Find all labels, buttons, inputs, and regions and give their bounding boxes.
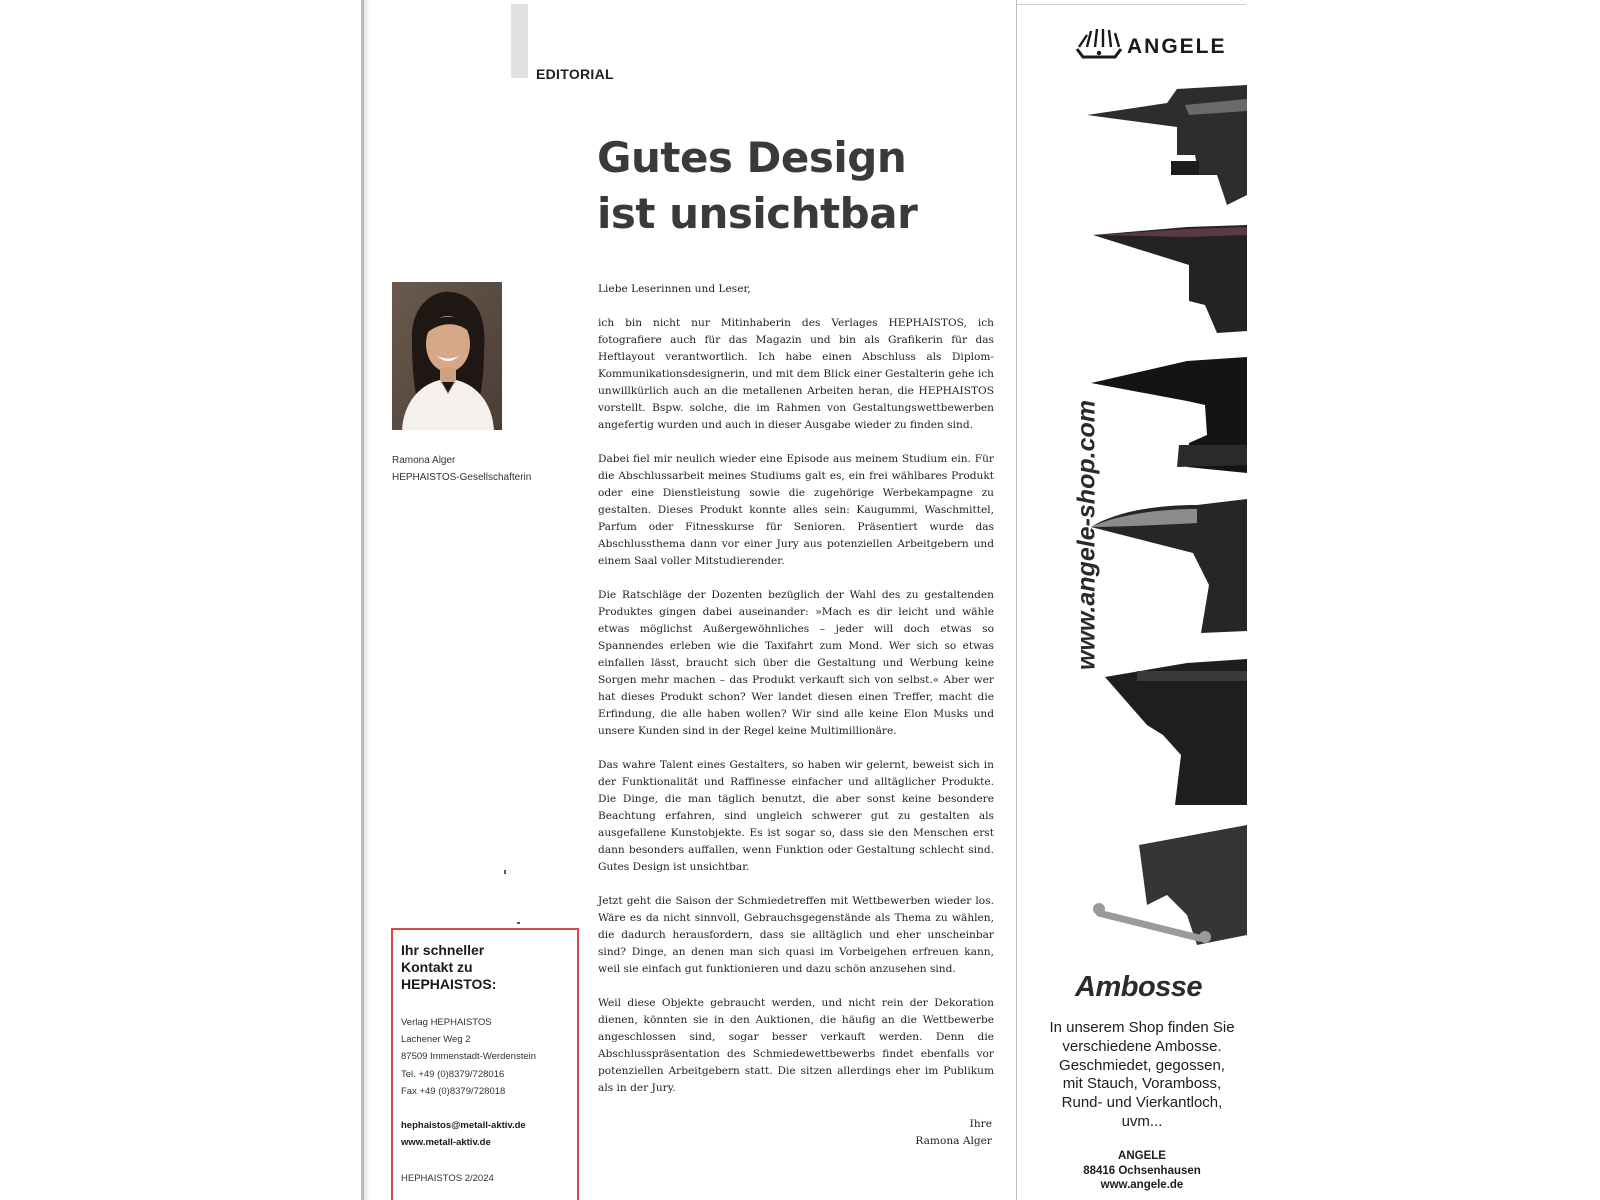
section-tab-marker <box>511 4 528 78</box>
angele-advert <box>1017 5 1247 1200</box>
anvil-icon <box>1087 85 1247 205</box>
contact-web <box>401 1117 526 1151</box>
headline-line-1: Gutes Design <box>597 133 907 182</box>
body-paragraph-4: Das wahre Talent eines Gestalters, so haben wir gelernt, beweist sich in der Funktionalität und Raffinesse einfacher und alltäglicher Produkte. Die Dinge, die man täglich benutzt, die aber sonst keine besondere Beachtung erfahren, sind ungleich schwerer gut zu gestalten als ausgefallene Kunstobjekte. Es ist sogar so, dass sie den Menschen erst dann besonders auffallen, wenn Funktion oder Gestaltung schlecht sind. Gutes Design ist unsichtbar. <box>598 759 994 873</box>
body-paragraph-1: ich bin nicht nur Mitinhaberin des Verlages HEPHAISTOS, ich fotografiere auch für das Magazin und bin als Grafikerin für das Heftlayout verantwortlich. Ich habe einen Abschluss als Diplom-Kommunikationsdesignerin, und mit dem Blick einer Gestalterin gehe ich unwillkürlich auch an die metallenen Arbeiten heran, die HEPHAISTOS vorstellt. Bspw. solche, die im Rahmen von Gestaltungswettbewerben angefertig wurden und auch in dieser Ausgabe wieder zu finden sind. <box>598 317 994 431</box>
contact-website-link[interactable]: www.metall-aktiv.de <box>401 1137 491 1148</box>
author-role: HEPHAISTOS-Gesellschafterin <box>392 472 532 483</box>
issue-number: HEPHAISTOS 2/2024 <box>401 1173 494 1184</box>
ad-postal-city: 88416 Ochsenhausen <box>1083 1164 1201 1177</box>
ad-shop-url[interactable]: www.angele-shop.com <box>1072 400 1101 670</box>
ad-heading: Ambosse <box>1075 971 1203 1003</box>
ad-company-name: ANGELE <box>1118 1150 1166 1162</box>
anvil-icon <box>1091 357 1247 473</box>
headline-line-2: ist unsichtbar <box>597 189 918 238</box>
ad-brand-name: ANGELE <box>1127 35 1227 58</box>
contact-title-line: Ihr schneller <box>401 942 485 958</box>
street-address: Lachener Weg 2 <box>401 1034 471 1046</box>
signoff-name: Ramona Alger <box>915 1135 992 1147</box>
ad-description-line: verschiedene Ambosse. <box>1062 1037 1222 1055</box>
body-paragraph-5: Jetzt geht die Saison der Schmiedetreffen mit Wettbewerben wieder los. Wäre es da nicht sinnvoll, Gebrauchsgegenstände als Thema zu wählen, die dadurch herausfordern, dass sie alltäglich und eher unscheinbar sind? Dinge, an denen man sich quasi im Vorbeigehen erfreuen kann, weil sie einfach gut funktionieren und dazu schön anzusehen sind. <box>598 895 994 975</box>
contact-title-line: Kontakt zu <box>401 959 473 975</box>
body-paragraph-3: Die Ratschläge der Dozenten bezüglich der Wahl des zu gestaltenden Produktes gingen dabei auseinander: »Mach es dir leicht und wähle etwas möglichst Außergewöhnliches – jeder will doch etwas so Spannendes erleben wie die Taxifahrt zum Mond. Wer sich so etwas einfallen lässt, braucht sich über die Gestaltung und Werbung keine Sorgen mehr machen – das Produkt verkauft sich von selbst.« Aber wer hat dieses Produkt schon? Wer landet diesen einen Treffer, macht die Erfindung, die alle haben wollen? Wir sind alle keine Elon Musks und unsere Kunden sind in der Regel keine Multimillionäre. <box>598 589 994 737</box>
author-portrait <box>392 282 502 430</box>
ad-description-line: Geschmiedet, gegossen, <box>1059 1056 1225 1074</box>
section-label: EDITORIAL <box>536 66 614 82</box>
phone-number: Tel. +49 (0)8379/728016 <box>401 1068 505 1080</box>
editorial-signoff <box>860 1116 992 1150</box>
ad-description <box>1037 1019 1247 1132</box>
fax-number: Fax +49 (0)8379/728018 <box>401 1085 506 1097</box>
author-caption <box>392 452 531 486</box>
contact-title-line: HEPHAISTOS: <box>401 976 497 992</box>
postal-city: 87509 Immenstadt-Werdenstein <box>401 1051 537 1063</box>
anvil-icon <box>1105 659 1247 805</box>
page-gutter-gradient <box>364 0 370 1200</box>
contact-address <box>401 1014 536 1100</box>
contact-box <box>391 928 579 1200</box>
body-paragraph-6: Weil diese Objekte gebraucht werden, und nicht rein der Dekoration dienen, könnten sie in den Auktionen, die häufig an die Wettbewerbe angeschlossen sind, sogar besser verkauft werden. Denn die Abschlusspräsentation des Schmiedewettbewerbs findet ebenfalls vor potenziellen Arbeitgebern statt. Die sitzen allerdings eher im Publikum als in der Jury. <box>598 997 994 1094</box>
ad-description-line: uvm... <box>1121 1112 1163 1130</box>
ad-description-line: mit Stauch, Voramboss, <box>1062 1075 1222 1093</box>
contact-title <box>401 942 496 993</box>
body-paragraph-2: Dabei fiel mir neulich wieder eine Episode aus meinem Studium ein. Für die Abschlussarbeit meines Studiums galt es, ein frei wählbares Produkt oder eine Dienstleistung sowie die zugehörige Werbekampagne zu gestalten. Dieses Produkt konnte alles sein: Kaugummi, Waschmittel, Parfum oder Fitnesskurse für Senioren. Präsentiert wurde das Abschlussthema dann vor einer Jury aus potenziellen Arbeitgebern und einem Saal voller Mitstudierender. <box>598 453 994 567</box>
salutation: Liebe Leserinnen und Leser, <box>598 283 751 295</box>
scan-speck <box>504 870 506 874</box>
ad-website-link[interactable]: www.angele.de <box>1100 1179 1184 1191</box>
contact-email-link[interactable]: hephaistos@metall-aktiv.de <box>401 1120 526 1131</box>
ad-description-line: Rund- und Vierkantloch, <box>1061 1094 1223 1112</box>
anvil-icon <box>1091 499 1247 633</box>
signoff-greeting: Ihre <box>969 1118 992 1130</box>
anvil-images <box>1077 75 1247 975</box>
anvil-icon <box>1093 225 1247 333</box>
ad-description-line: In unserem Shop finden Sie <box>1049 1019 1235 1036</box>
scan-speck <box>517 922 520 924</box>
vise-icon <box>1093 825 1247 945</box>
editorial-headline <box>597 130 917 242</box>
author-name: Ramona Alger <box>392 455 456 466</box>
publisher-name: Verlag HEPHAISTOS <box>401 1017 492 1028</box>
editorial-body <box>598 281 994 1114</box>
ad-address <box>1037 1149 1247 1193</box>
